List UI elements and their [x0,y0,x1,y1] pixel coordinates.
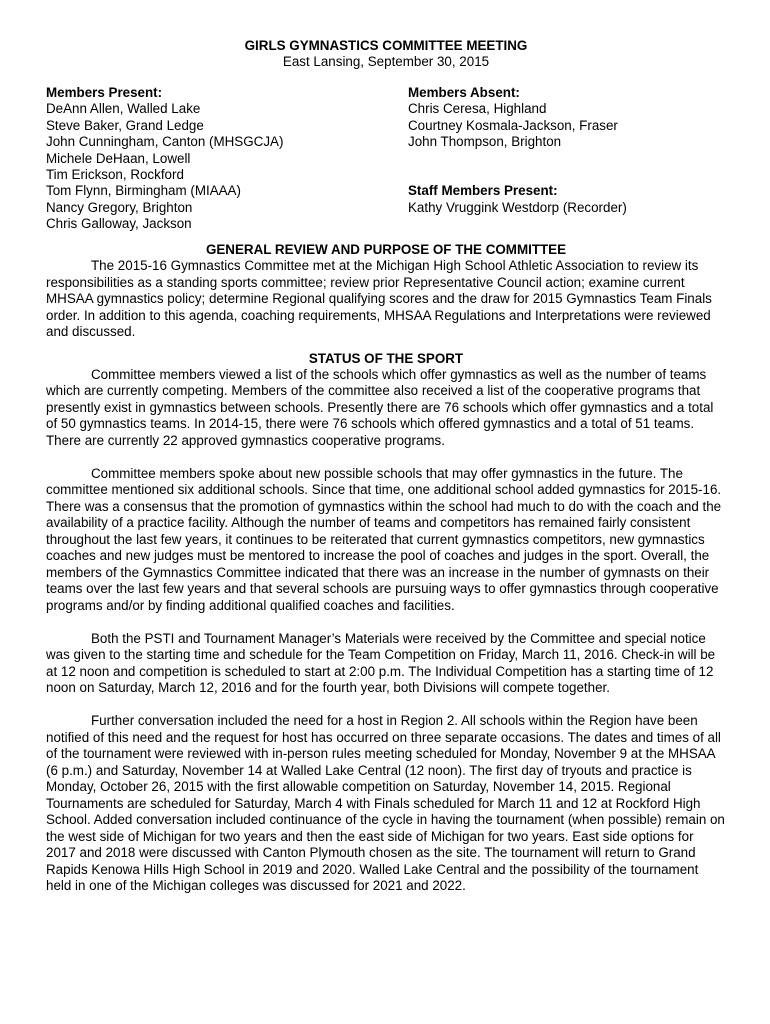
member-present-name: John Cunningham, Canton (MHSGCJA) [46,134,284,150]
members-absent-column [408,85,726,233]
section-paragraph: Committee members viewed a list of the schools which offer gymnastics as well as the number of teams which are currently competing. Members of the committee also received a list of the cooperative programs that presently exist in gymnastics between schools. Presently there are 76 schools which offer gymnastics and a total of 50 gymnastics teams. In 2014-15, there were 76 schools which offered gymnastics and a total of 51 teams. There are currently 22 approved gymnastics cooperative programs. [46,366,714,448]
section-paragraph: Both the PSTI and Tournament Manager’s Materials were received by the Committee and special notice was given to the starting time and schedule for the Team Competition on Friday, March 11, 2016. Check-in will be at 12 noon and competition is scheduled to start at 2:00 p.m. The Individual Competition has a starting time of 12 noon on Saturday, March 12, 2016 and for the fourth year, both Divisions will compete together. [46,630,716,696]
member-present-name: Tim Erickson, Rockford [46,167,184,183]
member-absent-name: John Thompson, Brighton [408,134,562,150]
document-page [46,38,726,895]
section-paragraph: Further conversation included the need for a host in Region 2. All schools within the Region have been notified of this need and the request for host has occurred on three separate occasions. The dates and times of all of the tournament were reviewed with in-person rules meeting scheduled for Monday, November 9 at the MHSAA (6 p.m.) and Saturday, November 14 at Walled Lake Central (12 noon). The first day of tryouts and practice is Monday, October 26, 2015 with the first allowable competition on Saturday, November 14, 2015. Regional Tournaments are scheduled for Saturday, March 4 with Finals scheduled for March 11 and 12 at Rockford High School. Added conversation included continuance of the cycle in having the tournament (when possible) remain on the west side of Michigan for two years and then the east side of Michigan for two years. East side options for 2017 and 2018 were discussed with Canton Plymouth chosen as the site. The tournament will return to Grand Rapids Kenowa Hills High School in 2019 and 2020. Walled Lake Central and the possibility of the tournament held in one of the Michigan colleges was discussed for 2021 and 2022. [46,713,725,894]
member-present-name: Tom Flynn, Birmingham (MIAAA) [46,183,241,199]
document-title: GIRLS GYMNASTICS COMMITTEE MEETING [244,38,528,53]
attendance-block [46,85,726,233]
spacer [408,151,726,184]
section-paragraph: The 2015-16 Gymnastics Committee met at the Michigan High School Athletic Association to review its responsibilities as a standing sports committee; review prior Representative Council action; examine current MHSAA gymnastics policy; determine Regional qualifying scores and the draw for 2015 Gymnastics Team Finals order. In addition to this agenda, coaching requirements, MHSAA Regulations and Interpretations were reviewed and discussed. [46,258,712,340]
document-subtitle: East Lansing, September 30, 2015 [282,54,490,69]
member-absent-name: Courtney Kosmala-Jackson, Fraser [408,117,618,133]
section-paragraph: Committee members spoke about new possible schools that may offer gymnastics in the future. The committee mentioned six additional schools. Since that time, one additional school added gymnastics for 2015-16. There was a consensus that the promotion of gymnastics within the school had much to do with the coach and the availability of a practice facility. Although the number of teams and competitors has remained fairly consistent throughout the last few years, it continues to be reiterated that current gymnastics competitors, new gymnastics coaches and new judges must be mentored to increase the pool of coaches and judges in the sport. Overall, the members of the Gymnastics Committee indicated that there was an increase in the number of gymnasts on their teams over the last few years and that several schools are pursuing ways to offer gymnastics through cooperative programs and/or by finding additional qualified coaches and facilities. [46,465,722,613]
members-present-column [46,85,408,233]
section-heading-status-of-sport: STATUS OF THE SPORT [308,350,464,366]
staff-present-name: Kathy Vruggink Westdorp (Recorder) [408,199,627,215]
member-present-name: Michele DeHaan, Lowell [46,150,191,166]
members-absent-heading: Members Absent: [408,85,520,100]
staff-present-heading: Staff Members Present: [408,183,558,199]
member-present-name: Nancy Gregory, Brighton [46,199,193,215]
member-present-name: Chris Galloway, Jackson [46,216,192,232]
section-heading-general-review: GENERAL REVIEW AND PURPOSE OF THE COMMITTEE [205,241,567,257]
member-present-name: DeAnn Allen, Walled Lake [46,101,201,117]
member-present-name: Steve Baker, Grand Ledge [46,117,204,133]
members-present-heading: Members Present: [46,85,163,100]
member-absent-name: Chris Ceresa, Highland [408,101,547,117]
